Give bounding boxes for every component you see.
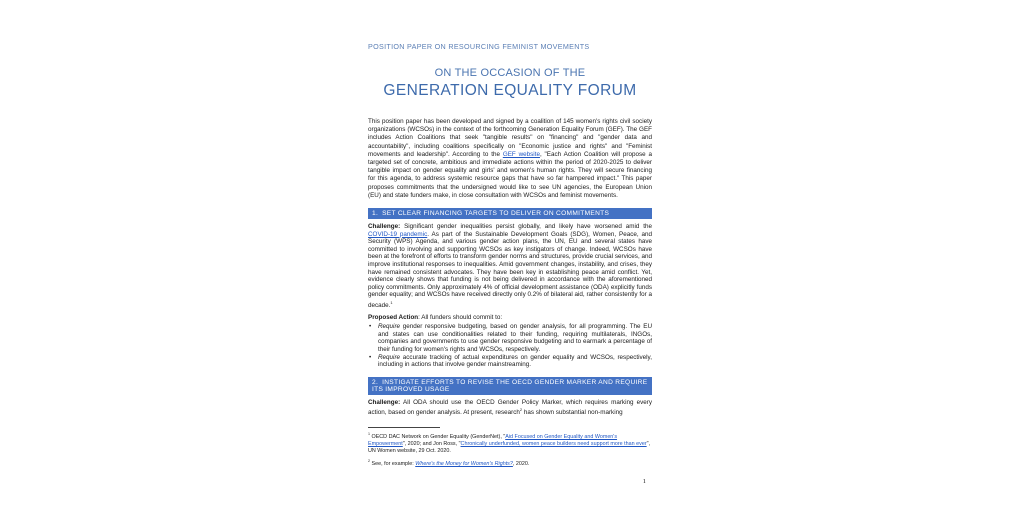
- proposed-action: [368, 314, 652, 322]
- challenge-text-2: . As part of the Sustainable Development Goals (SDG), Women, Peace, and Security (WPS) Agenda, and various gender action plans, the UN, EU and several states have committed to involving and supporting WCSOs as key instigators of change. Indeed, WCSOs have been at the forefront of efforts to transform gender norms and structures, provide crucial services, and improve institutional responses to inequalities. Amid government changes, instability, and crises, they have remained consistent advocates. They have been key in establishing peace amid conflict. Yet, evidence clearly shows that funding is not being delivered in accordance with the aforementioned policy commitments. Only approximately 4% of official development assistance (ODA) explicitly funds gender equality; and WCSOs have received directly only 0.2% of bilateral aid, rather consistently for a decade.: [368, 230, 652, 310]
- footnote-ref-1: 1: [390, 299, 393, 305]
- footnote-1: [368, 431, 652, 455]
- footnote-1-text-a: OECD DAC Network on Gender Equality (GenderNet), ": [370, 433, 506, 440]
- intro-text-1: This position paper has been developed and signed by a coalition of 145 women's rights civil society organizations (WCSOs) in the context of the forthcoming Generation Equality Forum (GEF). The GEF includes Action Coalitions that seek "tangible results" on "financing" and "gender data and accountability", including coalitions specifically on "Economic justice and rights" and "Feminist movements and leadership". According to the: [368, 118, 652, 158]
- footnote-1-link-oecd[interactable]: Aid Focused on Gender Equality and Women's Empowerment: [368, 433, 618, 447]
- section-2-heading: [368, 377, 652, 395]
- footnote-ref-2: 2: [519, 407, 523, 413]
- covid-link[interactable]: COVID-19 pandemic: [368, 230, 428, 238]
- document-subtitle: ON THE OCCASION OF THE: [434, 67, 586, 79]
- footnote-2-text-a: See, for example:: [370, 460, 416, 467]
- challenge-text-1: Significant gender inequalities persist globally, and likely have worsened amid the: [400, 223, 652, 231]
- section-1-title: SET CLEAR FINANCING TARGETS TO DELIVER ON COMMITMENTS: [382, 210, 610, 218]
- document-page: [368, 38, 652, 493]
- footnote-1-marker: 1: [368, 432, 370, 437]
- footnote-divider: [368, 427, 440, 428]
- proposed-action-label: Proposed Action: [368, 313, 419, 321]
- footnote-1-text-c: ", UN Women website, 29 Oct. 2020.: [368, 440, 651, 454]
- intro-paragraph: [368, 118, 652, 200]
- section-2-challenge: [368, 399, 652, 417]
- list-item: [368, 354, 652, 369]
- document-title: GENERATION EQUALITY FORUM: [383, 82, 637, 99]
- section-1-number: 1.: [372, 210, 379, 218]
- footnote-1-link-unwomen[interactable]: Chronically underfunded, women peace builders need support more than ever: [460, 440, 647, 447]
- footnote-2: [368, 458, 652, 468]
- section-1-heading: [368, 208, 652, 219]
- gef-website-link[interactable]: GEF website: [502, 150, 540, 158]
- action-list: [368, 323, 652, 369]
- document-kicker: POSITION PAPER ON RESOURCING FEMINIST MOVEMENTS: [368, 42, 590, 51]
- footnote-2-marker: 2: [368, 458, 370, 463]
- list-item: [368, 323, 652, 353]
- list-item-lead: Require: [378, 323, 401, 331]
- proposed-action-text: : All funders should commit to:: [418, 313, 503, 321]
- footnote-1-text-b: ", 2020; and Jon Ross, ": [402, 440, 461, 447]
- section-2-number: 2.: [372, 378, 379, 386]
- list-item-text: accurate tracking of actual expenditures on gender equality and WCSOs, respectively, including in actions that involve gender mainstreaming.: [378, 353, 652, 369]
- challenge-text-2: has shown substantial non-marking: [522, 409, 623, 417]
- intro-text-2: , "Each Action Coalition will propose a targeted set of concrete, ambitious and immediate actions within the period of 2020-2025 to deliver tangible impact on gender equality and girls' and women's human rights. They will secure financing for this agenda, to address systemic resource gaps that have so far hampered impact." This paper proposes commitments that the undersigned would like to see UN agencies, the European Union (EU) and state funders make, in close consultation with WCSOs and feminist movements.: [368, 150, 652, 199]
- challenge-label: Challenge:: [368, 223, 401, 231]
- section-1-challenge: [368, 223, 652, 310]
- challenge-text-1: All ODA should use the OECD Gender Policy Marker, which requires marking every action, based on gender analysis. At present, research: [368, 398, 652, 417]
- bullet-icon: •: [369, 323, 372, 331]
- section-2-title: INSTIGATE EFFORTS TO REVISE THE OECD GENDER MARKER AND REQUIRE ITS IMPROVED USAGE: [372, 378, 648, 393]
- list-item-lead: Require: [378, 353, 401, 361]
- list-item-text: gender responsive budgeting, based on gender analysis, for all programming. The EU and states can use conditionalities related to their funding, requiring multilaterals, INGOs, companies and governments to use gender responsive budgeting and to earmark a percentage of their funding for women's rights and WCSOs, respectively.: [378, 323, 652, 354]
- page-number: 1: [642, 478, 646, 485]
- footnote-2-link[interactable]: Where's the Money for Women's Rights?: [415, 460, 513, 467]
- challenge-label: Challenge:: [368, 398, 401, 406]
- footnote-2-text-b: , 2020.: [512, 460, 530, 467]
- bullet-icon: •: [369, 353, 372, 361]
